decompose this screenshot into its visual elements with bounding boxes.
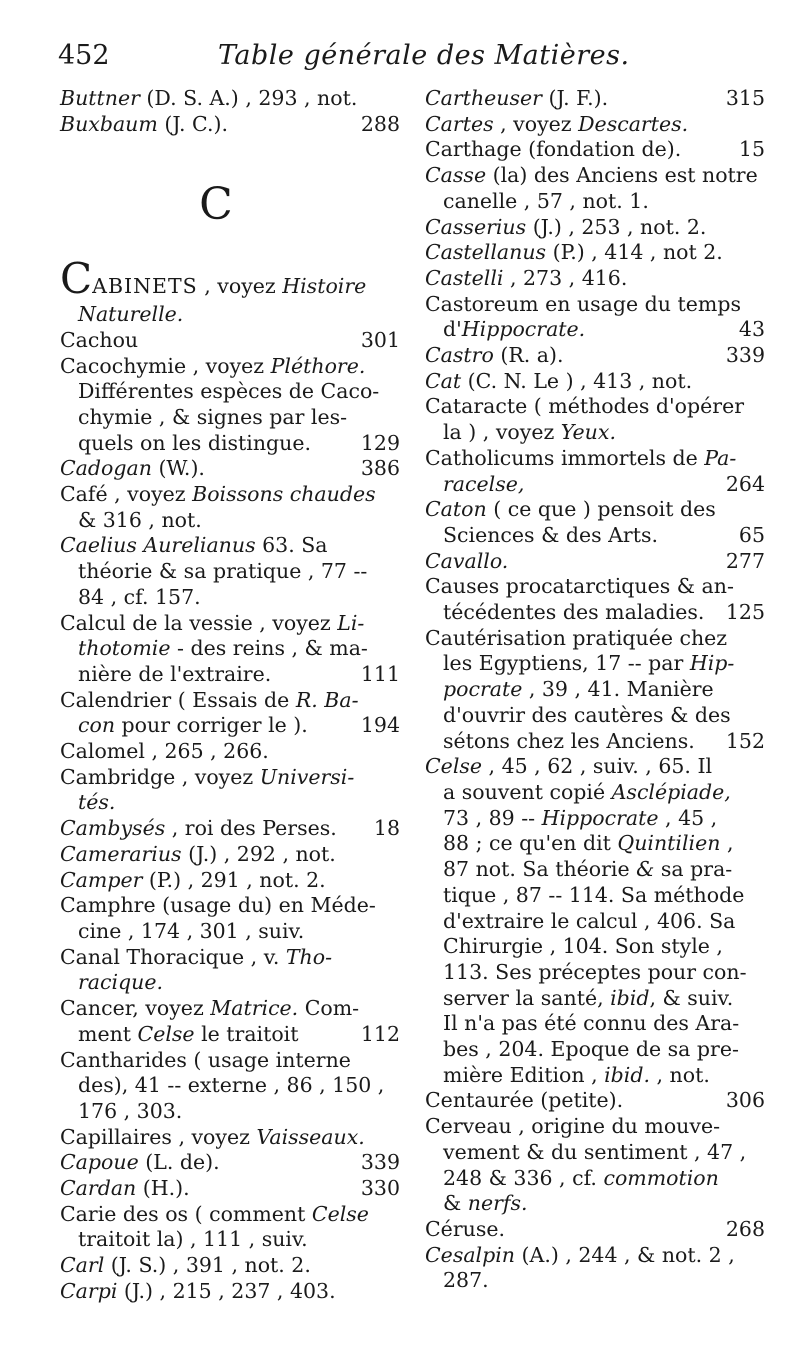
entry-italic: Carl xyxy=(60,1253,105,1278)
entry-italic: Casse xyxy=(425,163,487,188)
entry-italic: Cesalpin xyxy=(425,1242,515,1267)
index-line-centauree xyxy=(425,1088,765,1114)
entry-page: 112 xyxy=(360,1021,400,1046)
entry-italic: Matrice. xyxy=(210,996,299,1021)
index-line-causes1 xyxy=(425,574,765,600)
entry-text: Cambridge , voyez xyxy=(60,764,260,789)
entry-text: Sciences & des Arts. xyxy=(443,522,658,547)
index-line-cerveau4 xyxy=(425,1191,765,1217)
entry-text: , 273 , 416. xyxy=(503,265,628,290)
left-column xyxy=(60,86,400,1305)
index-line-caelius1 xyxy=(60,533,400,559)
entry-text: chymie , & signes par les- xyxy=(78,404,348,429)
index-line-castellanus xyxy=(425,240,765,266)
entry-text: Café , voyez xyxy=(60,482,193,507)
entry-text: Différentes espèces de Caco- xyxy=(78,379,380,404)
index-line-casse1 xyxy=(425,163,765,189)
entry-name: Buttner xyxy=(60,86,140,110)
index-line-celse9 xyxy=(425,960,765,986)
index-line-cafe2 xyxy=(60,508,400,534)
index-line-caut4 xyxy=(425,703,765,729)
entry-page: 288 xyxy=(360,111,400,136)
entry-italic: Vaisseaux. xyxy=(256,1124,365,1149)
entry-text: mière Edition , xyxy=(443,1062,605,1087)
index-line-celse8 xyxy=(425,934,765,960)
entry-text: (A.) , 244 , & not. 2 , xyxy=(515,1242,735,1267)
entry-italic: Castro xyxy=(425,343,494,368)
entry-page: 125 xyxy=(725,600,765,625)
index-line-celse4 xyxy=(425,831,765,857)
index-line-causes2 xyxy=(425,600,765,626)
entry-italic: Hip- xyxy=(689,651,735,676)
entry-text: (R. a). xyxy=(493,343,564,368)
entry-italic: Tho- xyxy=(285,944,333,969)
entry-italic: Hippocrate xyxy=(541,805,659,830)
index-line-capoue xyxy=(60,1150,400,1176)
index-line-carpi xyxy=(60,1279,400,1305)
entry-italic: Cat xyxy=(425,368,462,393)
entry-text: Céruse. xyxy=(425,1216,505,1241)
entry-italic: Caelius Aurelianus xyxy=(60,533,256,558)
index-line-cerveau1 xyxy=(425,1114,765,1140)
entry-italic: Cartheuser xyxy=(425,86,542,110)
entry-italic: Cambysés xyxy=(60,816,166,841)
index-line-celse12 xyxy=(425,1037,765,1063)
entry-page: 152 xyxy=(725,728,765,753)
left-entries xyxy=(60,328,400,1305)
entry-italic: Asclépiade, xyxy=(611,779,731,804)
entry-italic: ibid. xyxy=(604,1062,650,1087)
entry-italic: thotomie xyxy=(78,636,171,661)
entry-text: tique , 87 -- 114. Sa méthode xyxy=(443,882,745,907)
entry-page: 15 xyxy=(738,137,765,162)
entry-text: , not. xyxy=(649,1062,710,1087)
entry-page: 277 xyxy=(725,548,765,573)
entry-text: Cerveau , origine du mouve- xyxy=(425,1114,720,1139)
index-line-caut5 xyxy=(425,729,765,755)
index-line-cacochymie4 xyxy=(60,431,400,457)
entry-text: - des reins , & ma- xyxy=(170,636,368,661)
index-line-camphre1 xyxy=(60,893,400,919)
entry-page: 129 xyxy=(360,430,400,455)
index-line-carthage xyxy=(425,137,765,163)
index-line-cambridge1 xyxy=(60,765,400,791)
index-line-catholicums1 xyxy=(425,446,765,472)
index-line-cesalpin1 xyxy=(425,1243,765,1269)
entry-text: & 316 , not. xyxy=(78,507,202,532)
entry-text: Calcul de la vessie , voyez xyxy=(60,610,338,635)
right-column xyxy=(425,86,765,1294)
entry-text: (P.) , 414 , not 2. xyxy=(546,240,723,265)
entry-text: canelle , 57 , not. 1. xyxy=(443,188,649,213)
index-line-cafe1 xyxy=(60,482,400,508)
index-line-castoreum1 xyxy=(425,292,765,318)
index-line-calcul3 xyxy=(60,662,400,688)
index-line-canth3 xyxy=(60,1099,400,1125)
entry-text: Cataracte ( méthodes d'opérer xyxy=(425,394,745,419)
entry-italic: Universi- xyxy=(259,764,355,789)
index-line-celse11 xyxy=(425,1011,765,1037)
entry-text: server la santé, xyxy=(443,985,611,1010)
index-line-carl xyxy=(60,1253,400,1279)
entry-text: 63. Sa xyxy=(255,533,328,558)
index-line-ceruse xyxy=(425,1217,765,1243)
entry-name: Buxbaum xyxy=(60,111,158,136)
entry-italic: Cadogan xyxy=(60,456,152,481)
entry-italic: Boissons chaudes xyxy=(192,482,376,507)
index-entry-buttner xyxy=(60,86,400,112)
index-line-cat xyxy=(425,369,765,395)
entry-text: d' xyxy=(443,317,462,342)
entry-text: bes , 204. Epoque de sa pre- xyxy=(443,1037,739,1062)
entry-page: 339 xyxy=(725,343,765,368)
entry-italic: Cardan xyxy=(60,1176,137,1201)
entry-text: (J.) , 292 , not. xyxy=(181,841,336,866)
index-line-celse6 xyxy=(425,883,765,909)
entry-italic: Caton xyxy=(425,497,487,522)
entry-text: Catholicums immortels de xyxy=(425,445,705,470)
index-line-camerarius xyxy=(60,842,400,868)
running-header xyxy=(58,40,758,80)
entry-text: Calendrier ( Essais de xyxy=(60,687,296,712)
entry-italic: ibid xyxy=(610,985,650,1010)
entry-text: Cachou xyxy=(60,327,139,352)
entry-text: , 45 , 62 , suiv. , 65. Il xyxy=(482,754,713,779)
entry-text: les Egyptiens, 17 -- par xyxy=(443,651,690,676)
entry-text: nière de l'extraire. xyxy=(78,661,272,686)
right-entries xyxy=(425,86,765,1294)
entry-text: Calomel , 265 , 266. xyxy=(60,739,269,764)
index-entry-buxbaum xyxy=(60,112,400,138)
index-line-cataracte1 xyxy=(425,394,765,420)
entry-italic: R. Ba- xyxy=(295,687,359,712)
entry-page: 264 xyxy=(725,471,765,496)
entry-italic: Histoire xyxy=(282,274,367,299)
index-line-celse3 xyxy=(425,806,765,832)
section-letter: C xyxy=(199,179,233,231)
entry-text: ( ce que ) pensoit des xyxy=(486,497,716,522)
entry-page: 339 xyxy=(360,1150,400,1175)
index-line-celse1 xyxy=(425,754,765,780)
index-line-cesalpin2 xyxy=(425,1268,765,1294)
entry-italic: Capoue xyxy=(60,1150,139,1175)
index-line-casse2 xyxy=(425,189,765,215)
index-line-calomel xyxy=(60,739,400,765)
entry-page: 315 xyxy=(725,86,765,110)
index-line-casserius xyxy=(425,215,765,241)
index-line-celse2 xyxy=(425,780,765,806)
entry-text: (J.) , 253 , not. 2. xyxy=(526,214,707,239)
entry-italic: Celse xyxy=(137,1021,195,1046)
entry-text: a souvent copié xyxy=(443,779,612,804)
entry-italic: Camerarius xyxy=(60,841,182,866)
entry-text: Camphre (usage du) en Méde- xyxy=(60,893,376,918)
entry-text: Centaurée (petite). xyxy=(425,1088,624,1113)
entry-page: 301 xyxy=(360,327,400,352)
entry-text: , voyez xyxy=(197,274,283,299)
index-line-celse7 xyxy=(425,909,765,935)
index-entry-cabinets xyxy=(60,254,400,304)
entry-text: 87 not. Sa théorie xyxy=(443,857,637,882)
drop-initial: C xyxy=(60,254,93,304)
entry-text: , xyxy=(720,831,734,856)
entry-italic: Cartes xyxy=(425,111,494,136)
entry-page: 18 xyxy=(373,816,400,841)
entry-italic: Camper xyxy=(60,867,143,892)
entry-text: des), 41 -- externe , 86 , 150 , xyxy=(78,1073,385,1098)
index-line-castoreum2 xyxy=(425,317,765,343)
entry-text: quels on les distingue. xyxy=(78,430,312,455)
entry-text: (L. de). xyxy=(138,1150,220,1175)
entry-text: (C. N. Le ) , 413 , not. xyxy=(461,368,693,393)
entry-italic: Descartes. xyxy=(578,111,689,136)
index-line-caelius2 xyxy=(60,559,400,585)
index-line-canal1 xyxy=(60,945,400,971)
entry-italic: Castellanus xyxy=(425,240,547,265)
index-line-catholicums2 xyxy=(425,472,765,498)
entry-italic: Cavallo. xyxy=(425,548,509,573)
index-line-cardan xyxy=(60,1176,400,1202)
entry-text: Com- xyxy=(298,996,360,1021)
index-line-celse10 xyxy=(425,986,765,1012)
index-line-calcul1 xyxy=(60,611,400,637)
entry-text: cine , 174 , 301 , suiv. xyxy=(78,918,305,943)
entry-text: , 39 , 41. Manière xyxy=(522,677,714,702)
index-line-calcul2 xyxy=(60,636,400,662)
entry-text: la ) , voyez xyxy=(443,420,561,445)
index-line-celse5 xyxy=(425,857,765,883)
page-number: 452 xyxy=(58,40,110,71)
entry-italic: Quintilien xyxy=(617,831,721,856)
entry-text: 88 ; ce qu'en dit xyxy=(443,831,618,856)
entry-italic: & xyxy=(636,857,655,882)
index-line-cerveau3 xyxy=(425,1166,765,1192)
index-line-canth1 xyxy=(60,1048,400,1074)
index-line-caut1 xyxy=(425,626,765,652)
entry-text: Causes procatarctiques & an- xyxy=(425,574,734,599)
entry-text: , & suiv. xyxy=(649,985,734,1010)
index-line-castelli xyxy=(425,266,765,292)
entry-text: Chirurgie , 104. Son style , xyxy=(443,934,723,959)
entry-text: Cancer, voyez xyxy=(60,996,211,1021)
entry-page: 43 xyxy=(738,317,765,342)
entry-text: Cacochymie , voyez xyxy=(60,353,271,378)
entry-italic: Celse xyxy=(311,1201,369,1226)
entry-italic: con xyxy=(78,713,116,738)
entry-italic: Celse xyxy=(425,754,483,779)
entry-italic: Pléthore. xyxy=(270,353,366,378)
entry-text: 113. Ses préceptes pour con- xyxy=(443,959,747,984)
index-line-caut2 xyxy=(425,651,765,677)
index-line-cartes xyxy=(425,112,765,138)
entry-text: Cautérisation pratiquée chez xyxy=(425,625,728,650)
entry-italic: tés. xyxy=(78,790,116,815)
entry-text: Cantharides ( usage interne xyxy=(60,1047,351,1072)
entry-text: théorie & sa pratique , 77 -- xyxy=(78,559,368,584)
index-line-cancer2 xyxy=(60,1022,400,1048)
entry-text: sa pra- xyxy=(654,857,733,882)
entry-text: 84 , cf. 157. xyxy=(78,584,201,609)
index-line-cerveau2 xyxy=(425,1140,765,1166)
entry-text: sétons chez les Anciens. xyxy=(443,728,695,753)
entry-text: Il n'a pas été connu des Ara- xyxy=(443,1011,740,1036)
index-line-carie2 xyxy=(60,1227,400,1253)
entry-text: Capillaires , voyez xyxy=(60,1124,257,1149)
entry-italic: Hippocrate. xyxy=(461,317,586,342)
entry-italic: Carpi xyxy=(60,1278,118,1303)
index-line-calendrier2 xyxy=(60,713,400,739)
entry-text: 287. xyxy=(443,1268,489,1293)
entry-text: (J. F.). xyxy=(541,86,609,110)
index-line-cancer1 xyxy=(60,996,400,1022)
entry-italic: racique. xyxy=(78,970,164,995)
entry-text: d'extraire le calcul , 406. Sa xyxy=(443,908,736,933)
index-line-cartheuser xyxy=(425,86,765,112)
entry-italic: pocrate xyxy=(443,677,523,702)
entry-text: (J. S.) , 391 , not. 2. xyxy=(104,1253,311,1278)
index-line-canal2 xyxy=(60,970,400,996)
entry-italic: Yeux. xyxy=(560,420,616,445)
entry-page: 386 xyxy=(360,456,400,481)
entry-italic: commotion xyxy=(603,1165,719,1190)
entry-text: Carthage (fondation de). xyxy=(425,137,682,162)
entry-page: 306 xyxy=(725,1088,765,1113)
entry-text: Castoreum en usage du temps xyxy=(425,291,741,316)
entry-smallcaps: ABINETS xyxy=(92,274,198,299)
entry-text: , voyez xyxy=(493,111,579,136)
entry-page: 268 xyxy=(725,1216,765,1241)
entry-text: Carie des os ( comment xyxy=(60,1201,312,1226)
index-line-caelius3 xyxy=(60,585,400,611)
entry-text: ment xyxy=(78,1021,138,1046)
index-line-caton1 xyxy=(425,497,765,523)
entry-text: (D. S. A.) , 293 , not. xyxy=(139,86,358,110)
running-title: Table générale des Matières. xyxy=(218,40,630,71)
entry-text: (P.) , 291 , not. 2. xyxy=(142,867,326,892)
entry-text: , roi des Perses. xyxy=(165,816,337,841)
entry-italic: Naturelle. xyxy=(78,302,184,327)
entry-text: (la) des Anciens est notre xyxy=(486,163,758,188)
index-line-celse13 xyxy=(425,1063,765,1089)
entry-italic: Casserius xyxy=(425,214,527,239)
entry-text: (H.). xyxy=(136,1176,190,1201)
entry-text: Canal Thoracique , v. xyxy=(60,944,286,969)
entry-page: 111 xyxy=(360,661,400,686)
entry-text: , 45 , xyxy=(658,805,718,830)
index-line-caut3 xyxy=(425,677,765,703)
entry-text: d'ouvrir des cautères & des xyxy=(443,702,731,727)
entry-text: pour corriger le ). xyxy=(115,713,308,738)
index-line-cacochymie2 xyxy=(60,379,400,405)
index-line-capillaires xyxy=(60,1125,400,1151)
entry-text: 73 , 89 -- xyxy=(443,805,542,830)
index-line-cacochymie1 xyxy=(60,354,400,380)
index-line-cadogan xyxy=(60,456,400,482)
index-line-cachou xyxy=(60,328,400,354)
index-entry-cabinets-cont xyxy=(60,302,400,328)
index-line-cambyses xyxy=(60,816,400,842)
entry-page: 330 xyxy=(360,1176,400,1201)
entry-italic: racelse, xyxy=(443,471,525,496)
entry-text: (W.). xyxy=(151,456,205,481)
index-line-castro xyxy=(425,343,765,369)
index-line-cambridge2 xyxy=(60,790,400,816)
entry-text: (J.) , 215 , 237 , 403. xyxy=(117,1278,336,1303)
entry-italic: Castelli xyxy=(425,265,504,290)
entry-page: 194 xyxy=(360,713,400,738)
entry-text: le traitoit xyxy=(194,1021,299,1046)
entry-text: 248 & 336 , cf. xyxy=(443,1165,604,1190)
index-line-carie1 xyxy=(60,1202,400,1228)
entry-text: técédentes des maladies. xyxy=(443,600,705,625)
index-line-cavallo xyxy=(425,549,765,575)
index-line-cataracte2 xyxy=(425,420,765,446)
index-line-camphre2 xyxy=(60,919,400,945)
entry-text: 176 , 303. xyxy=(78,1098,183,1123)
index-line-camper xyxy=(60,868,400,894)
entry-text: traitoit la) , 111 , suiv. xyxy=(78,1227,308,1252)
index-line-caton2 xyxy=(425,523,765,549)
entry-text: (J. C.). xyxy=(157,111,228,136)
entry-italic: Pa- xyxy=(704,445,737,470)
entry-page: 65 xyxy=(738,522,765,547)
entry-italic: Li- xyxy=(337,610,365,635)
index-line-calendrier1 xyxy=(60,688,400,714)
entry-text: vement & du sentiment , 47 , xyxy=(443,1139,747,1164)
entry-text: & xyxy=(443,1191,468,1216)
index-line-cacochymie3 xyxy=(60,405,400,431)
index-line-canth2 xyxy=(60,1073,400,1099)
entry-italic: nerfs. xyxy=(467,1191,528,1216)
